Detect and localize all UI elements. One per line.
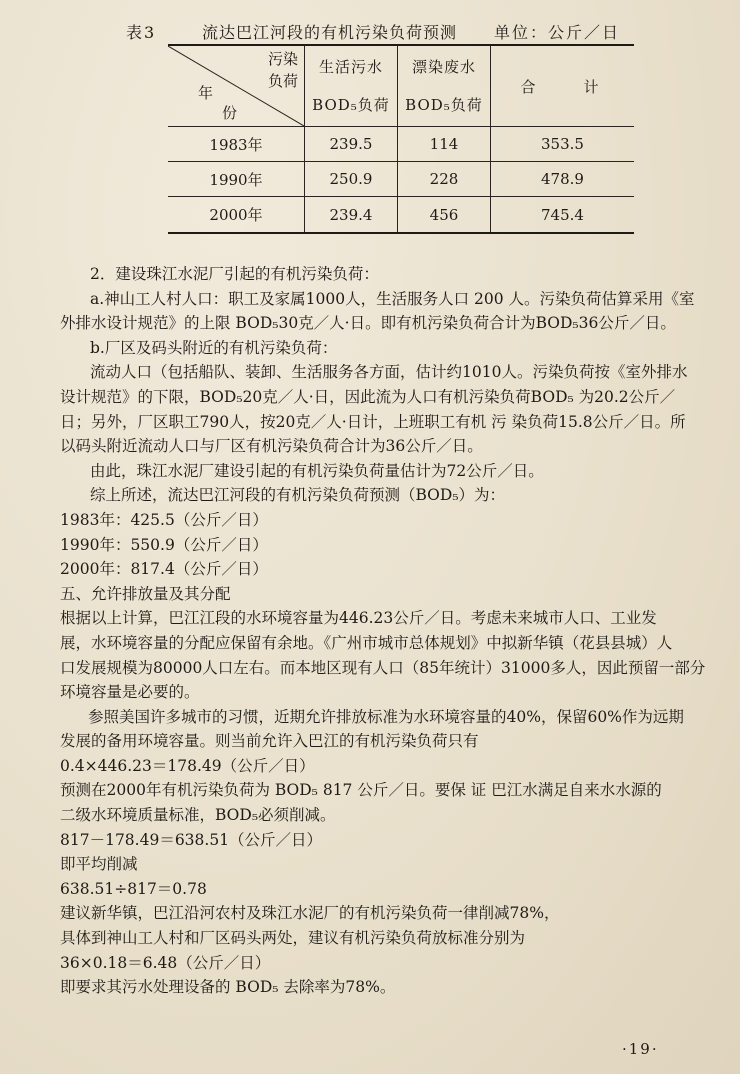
dye-value-cell: 228: [398, 162, 491, 197]
paragraph-line: 综上所述，流达巴江河段的有机污染负荷预测（BOD₅）为：: [90, 486, 506, 505]
diagonal-header-cell: [168, 45, 305, 127]
diag-top-line1: 污染: [267, 50, 298, 68]
paragraph-line: 口发展规模为80000人口左右。而本地区现有人口（85年统计）31000多人，因此预留一部分: [60, 658, 706, 677]
section-heading: 五、允许排放量及其分配: [60, 584, 231, 603]
table-row: [168, 197, 634, 233]
dye-value-cell: 114: [398, 127, 491, 162]
diag-top-line2: 负荷: [267, 72, 298, 90]
paragraph-line: 具体到神山工人村和厂区码头两处，建议有机污染负荷放标准分别为: [60, 929, 526, 948]
paragraph-line: 2．建设珠江水泥厂引起的有机污染负荷：: [90, 265, 379, 283]
paragraph-line: 以码头附近流动人口与厂区有机污染负荷合计为36公斤／日。: [60, 437, 483, 456]
table-number: 表3: [126, 23, 157, 42]
paragraph-line: 即平均削减: [60, 855, 138, 874]
paragraph-line: 预测在2000年有机污染负荷为 BOD₅ 817 公斤／日。要保 证 巴江水满足自来水水源的: [60, 781, 662, 800]
paragraph-line: b.厂区及码头附近的有机污染负荷：: [90, 338, 338, 357]
paragraph-line: 日；另外，厂区职工790人，按20克／人·日计，上班职工有机 污 染负荷15.8公斤／日。所: [60, 412, 686, 431]
column-header-dye-line2: BOD₅负荷: [405, 96, 483, 114]
paragraph-line: a.神山工人村人口：职工及家属1000人，生活服务人口 200 人。污染负荷估算采用《室: [90, 289, 695, 308]
formula-line: 638.51÷817＝0.78: [60, 879, 207, 898]
table-row: [168, 127, 634, 162]
table-unit: 单位：公斤／日: [494, 23, 621, 42]
result-line-1983: 1983年：425.5（公斤／日）: [60, 510, 268, 529]
paragraph-line: 二级水环境质量标准，BOD₅必须削减。: [60, 806, 336, 825]
table-header-row: [168, 45, 634, 127]
table-caption: [126, 20, 686, 46]
total-value-cell: 353.5: [491, 127, 635, 162]
page-number: ·19·: [622, 1040, 659, 1058]
year-cell: 1983年: [168, 127, 305, 162]
result-line-1990: 1990年：550.9（公斤／日）: [60, 535, 268, 554]
total-value-cell: 745.4: [491, 197, 635, 233]
paragraph-line: 参照美国许多城市的习惯，近期允许排放标准为水环境容量的40%，保留60%作为远期: [88, 707, 684, 726]
paragraph-line: 由此，珠江水泥厂建设引起的有机污染负荷量估计为72公斤／日。: [90, 461, 544, 480]
column-header-dye: [398, 45, 491, 127]
column-header-total-label: 合 计: [520, 77, 605, 96]
year-cell: 1990年: [168, 162, 305, 197]
domestic-value-cell: 239.5: [305, 127, 398, 162]
table-row: [168, 162, 634, 197]
result-line-2000: 2000年：817.4（公斤／日）: [60, 560, 268, 579]
pollution-load-table: [168, 44, 634, 234]
paragraph-line: 设计规范》的下限，BOD₅20克／人·日，因此流为人口有机污染负荷BOD₅ 为20.2公斤／: [60, 387, 676, 406]
domestic-value-cell: 239.4: [305, 197, 398, 233]
formula-line: 817－178.49＝638.51（公斤／日）: [60, 830, 323, 849]
column-header-dye-line1: 漂染废水: [411, 58, 476, 76]
column-header-domestic-line1: 生活污水: [318, 58, 383, 76]
formula-line: 36×0.18＝6.48（公斤／日）: [60, 953, 271, 972]
formula-line: 0.4×446.23＝178.49（公斤／日）: [60, 756, 315, 775]
total-value-cell: 478.9: [491, 162, 635, 197]
table-title: 流达巴江河段的有机污染负荷预测: [202, 23, 458, 42]
column-header-total: [491, 45, 635, 127]
paragraph-line: 建议新华镇，巴江沿河农村及珠江水泥厂的有机污染负荷一律削减78%，: [60, 904, 560, 923]
dye-value-cell: 456: [398, 197, 491, 233]
paragraph-line: 即要求其污水处理设备的 BOD₅ 去除率为78%。: [60, 978, 396, 997]
diag-bottom-line1: 年: [198, 84, 214, 102]
paragraph-line: 发展的备用环境容量。则当前允许入巴江的有机污染负荷只有: [60, 732, 479, 751]
domestic-value-cell: 250.9: [305, 162, 398, 197]
paragraph-line: 环境容量是必要的。: [60, 683, 200, 702]
column-header-domestic-line2: BOD₅负荷: [312, 96, 390, 114]
body-text: [60, 262, 720, 1000]
paragraph-line: 外排水设计规范》的上限 BOD₅30克／人·日。即有机污染负荷合计为BOD₅36公斤／日。: [60, 314, 676, 333]
year-cell: 2000年: [168, 197, 305, 233]
column-header-domestic: [305, 45, 398, 127]
paragraph-line: 流动人口（包括船队、装卸、生活服务各方面，估计约1010人。污染负荷按《室外排水: [90, 363, 688, 382]
paragraph-line: 根据以上计算，巴江江段的水环境容量为446.23公斤／日。考虑未来城市人口、工业发: [60, 609, 657, 628]
diag-bottom-line2: 份: [222, 104, 238, 122]
paragraph-line: 展，水环境容量的分配应保留有余地。《广州市城市总体规划》中拟新华镇（花县县城）人: [60, 633, 673, 652]
